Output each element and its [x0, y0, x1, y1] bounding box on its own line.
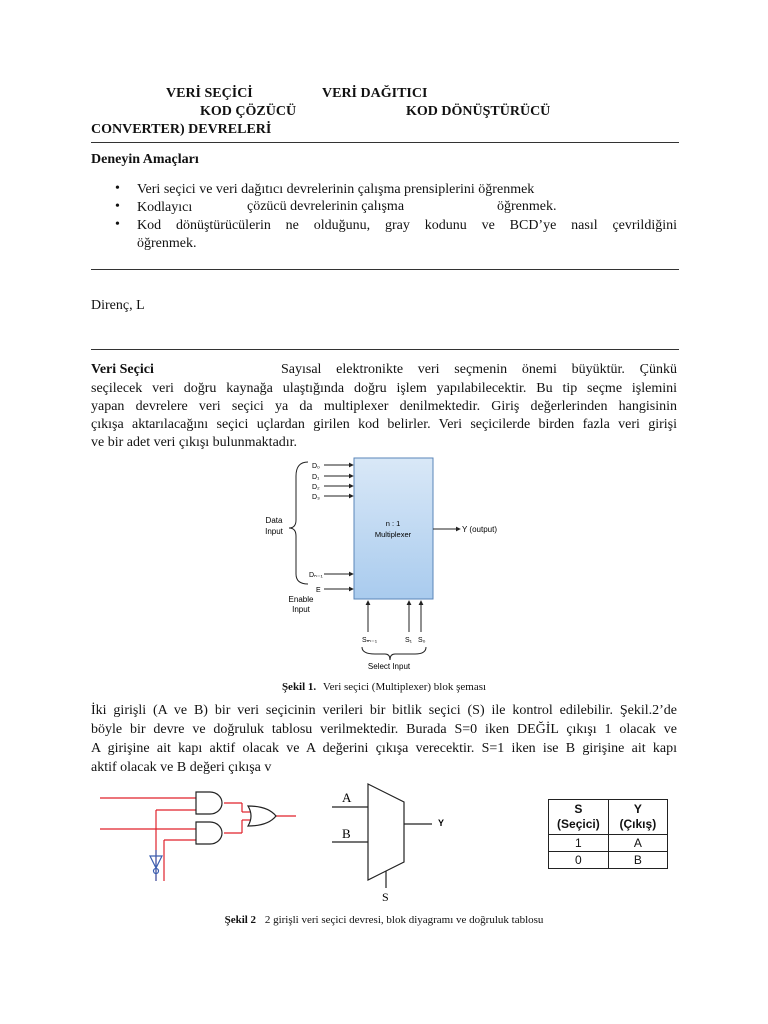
mux-label-y: Y — [438, 818, 445, 828]
section-line-3: yapan devrelere veri seçici ya da multiplexer denilmektedir. Giriş değerlerinden hangisinin — [91, 399, 677, 414]
input-label-d0: D₀ — [312, 463, 320, 470]
figure-2-caption — [0, 914, 768, 926]
mux-block-diagram — [330, 780, 460, 908]
title-veri-secici: VERİ SEÇİCİ — [166, 86, 253, 101]
select-label-sm: Sₘ₋₁ — [362, 637, 378, 644]
or-gate — [248, 806, 276, 826]
bullet: • — [115, 199, 120, 214]
divider — [91, 269, 679, 270]
paragraph-2-line-3: A girişine ait kapı aktif olacak ve A değerini çıkışa verecektir. S=1 iken ise B girişine ait kapı — [91, 741, 677, 756]
paragraph-2-line-2: böyle bir devre ve doğruluk tablosu verilmektedir. Burada S=0 iken DEĞİL çıkışı 1 olacak ve — [91, 722, 677, 737]
objectives-heading: Deneyin Amaçları — [91, 152, 199, 167]
table-cell: 0 — [549, 852, 609, 869]
figure-1-caption-text: Veri seçici (Multiplexer) blok şeması — [322, 681, 487, 693]
header-y-label: Y — [633, 802, 642, 816]
gate-circuit-diagram — [92, 790, 302, 890]
input-label-d2: D₂ — [312, 484, 320, 491]
enable-input-label-1: Enable — [288, 595, 314, 604]
box-label-1: n : 1 — [385, 519, 401, 528]
table-header-row — [549, 800, 668, 835]
title-kod-donusturucu: KOD DÖNÜŞTÜRÜCÜ — [406, 104, 551, 119]
objective-1: Veri seçici ve veri dağıtıcı devrelerinin çalışma prensiplerini öğrenmek — [137, 182, 535, 197]
box-label-2: Multiplexer — [374, 530, 412, 539]
divider — [91, 142, 679, 143]
title-veri-dagitici: VERİ DAĞITICI — [322, 86, 428, 101]
section-line-4: çıkışa aktarılacağını seçici uçlardan girilen kod belirler. Veri seçicilerde birden fazla veri girişi — [91, 417, 677, 432]
select-label-s1: S₁ — [405, 637, 413, 644]
divider — [91, 349, 679, 350]
data-input-label-1: Data — [265, 516, 283, 525]
header-y-sub: (Çıkış) — [619, 817, 657, 831]
table-cell: 1 — [549, 835, 609, 852]
objective-2c: öğrenmek. — [497, 199, 557, 214]
select-input-brace — [362, 647, 426, 660]
header-cell-s — [549, 800, 609, 835]
header-cell-y — [608, 800, 667, 835]
paragraph-2-line-1: İki girişli (A ve B) bir veri seçicinin verileri bir bitlik seçici (S) ile kontrol edilebilir. Şekil.2’de — [91, 703, 677, 718]
truth-table — [548, 799, 668, 869]
mux-label-a: A — [342, 790, 352, 805]
figure-2-caption-text: 2 girişli veri seçici devresi, blok diyagramı ve doğruluk tablosu — [264, 914, 544, 926]
and-gate-a — [196, 792, 222, 814]
input-label-d3: D₃ — [312, 494, 320, 501]
objective-3: Kod dönüştürücülerin ne olduğunu, gray kodunu ve BCD’ye nasıl çevrildiğini — [137, 218, 677, 233]
section-line-1: Sayısal elektronikte veri seçmenin önemi büyüktür. Çünkü — [281, 362, 677, 377]
mux-label-s: S — [382, 890, 389, 904]
header-s-sub: (Seçici) — [557, 817, 600, 831]
header-s-label: S — [574, 802, 583, 816]
materials-text: Direnç, L — [91, 298, 145, 313]
and-gate-b — [196, 822, 222, 844]
section-line-5: ve bir adet veri çıkışı bulunmaktadır. — [91, 435, 298, 450]
section-line-2: seçilecek veri doğru kaynağa ulaştığında doğru işlem yapılabilecektir. Bu tip seçme işlemini — [91, 381, 677, 396]
input-label-d1: D₁ — [312, 474, 320, 481]
objective-3-cont: öğrenmek. — [137, 236, 197, 251]
figure-1-diagram — [250, 452, 520, 674]
paragraph-2-line-4: aktif olacak ve B değeri çıkışa v — [91, 760, 272, 775]
mux-label-b: B — [342, 826, 351, 841]
bullet: • — [115, 217, 120, 232]
figure-1-caption — [0, 681, 768, 693]
output-label: Y (output) — [462, 525, 497, 534]
input-label-dn: Dₙ₋₁ — [309, 572, 323, 579]
select-label-s0: S₀ — [418, 637, 426, 644]
data-input-brace — [289, 462, 308, 584]
table-row — [549, 835, 668, 852]
figure-1-caption-bold: Şekil 1. — [281, 681, 317, 693]
multiplexer-box — [354, 458, 433, 599]
bullet: • — [115, 181, 120, 196]
table-cell: B — [608, 852, 667, 869]
mux-trapezoid — [368, 784, 404, 880]
table-row — [549, 852, 668, 869]
table-cell: A — [608, 835, 667, 852]
select-input-label: Select Input — [367, 662, 411, 671]
title-converter: CONVERTER) DEVRELERİ — [91, 122, 272, 137]
objective-2a: Kodlayıcı — [137, 200, 193, 215]
title-kod-cozucu: KOD ÇÖZÜCÜ — [200, 104, 297, 119]
figure-2-caption-bold: Şekil 2 — [224, 914, 257, 926]
objective-2b: çözücü devrelerinin çalışma — [247, 199, 405, 214]
section-heading: Veri Seçici — [91, 362, 154, 377]
enable-label: E — [316, 587, 321, 594]
enable-input-label-2: Input — [292, 605, 310, 614]
data-input-label-2: Input — [265, 527, 283, 536]
